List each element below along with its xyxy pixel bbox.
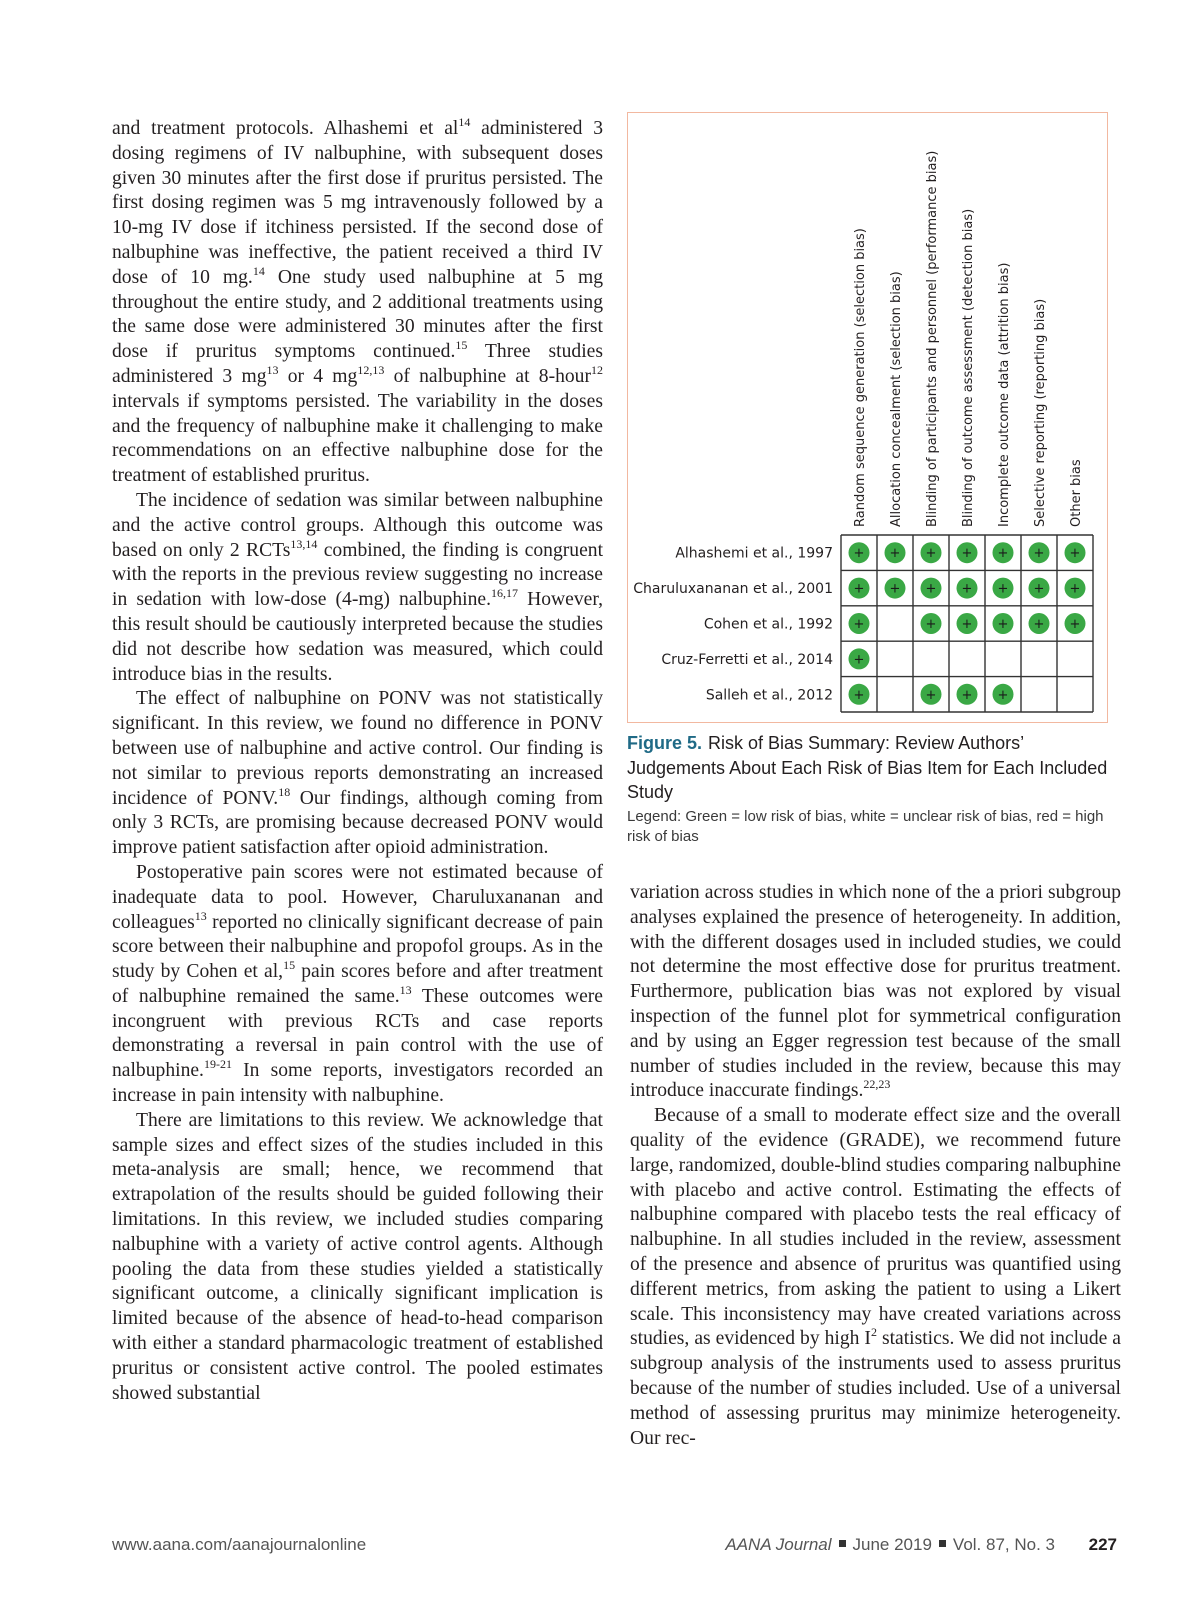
text-run: Our findings, although coming from only 3 RCTs, are promising because decreased PONV would improve patient satisfaction after opioid administration.: [112, 787, 604, 859]
study-label: Cruz-Ferretti et al., 2014: [661, 651, 833, 668]
plus-icon: +: [997, 581, 1009, 597]
figure-caption: [627, 731, 1117, 848]
left-text-column: [112, 117, 603, 1406]
citation-superscript: 12,13: [357, 362, 385, 377]
paragraph: [112, 861, 603, 1109]
citation-superscript: 14: [458, 115, 471, 129]
citation-superscript: 2: [870, 1325, 877, 1340]
text-run: The incidence of sedation was similar between nalbuphine and the active control groups. Although this outcome was based on only 2 RCTs: [112, 489, 603, 561]
text-run: administered 3 dosing regimens of IV nalbuphine, with subsequent doses given 30 minutes after the first dose if pruritus persisted. The first dosing regimen was 5 mg intravenously followed by a 10-mg IV dose if itchiness persisted. If the second dose of nalbuphine was ineffective, the patient received a third IV dose of 10 mg.: [112, 118, 604, 288]
text-run: combined, the finding is congruent with the reports in the previous review suggesting no increase in sedation with low-dose (4-mg) nalbuphine.: [112, 539, 604, 611]
plus-icon: +: [1069, 617, 1081, 632]
text-run: One study used nalbuphine at 5 mg throughout the entire study, and 2 additional treatments using the same dose were administered 30 minutes after the first dose if pruritus symptoms continued.: [112, 266, 603, 363]
journal-url[interactable]: www.aana.com/aanajournalonline: [112, 1535, 367, 1554]
text-run: or 4 mg: [278, 365, 358, 387]
plus-icon: +: [853, 652, 865, 668]
text-run: The effect of nalbuphine on PONV was not statistically significant. In this review, we found no difference in PONV between use of nalbuphine and active control. Our finding is not similar to previous reports demonstrating an increased incidence of PONV.: [112, 688, 603, 809]
citation-superscript: 16,17: [490, 586, 518, 601]
issue-date: June 2019: [852, 1535, 932, 1554]
citation-superscript: 18: [278, 784, 291, 799]
text-run: However, this result should be cautiously interpreted because the studies did not describe how sedation was measured, which could introduce bias in the results.: [112, 589, 603, 685]
paragraph: [112, 687, 603, 861]
citation-superscript: 13: [266, 362, 279, 377]
plus-icon: +: [1069, 546, 1081, 562]
text-run: reported no clinically significant decrease of pain score between their nalbuphine and propofol groups. As in the study by Cohen et al,: [112, 911, 603, 983]
page-number: 227: [1088, 1535, 1117, 1554]
column-header: Blinding of participants and personnel (performance bias): [925, 150, 940, 527]
plus-icon: +: [853, 687, 865, 703]
figure-legend: Legend: Green = low risk of bias, white = unclear risk of bias, red = high risk of bias: [627, 807, 1104, 845]
study-label: Alhashemi et al., 1997: [675, 545, 833, 562]
study-label: Cohen et al., 1992: [703, 616, 833, 633]
text-run: Postoperative pain scores were not estimated because of inadequate data to pool. However, Charuluxananan and colleagues: [112, 861, 603, 933]
plus-icon: +: [961, 546, 973, 562]
citation-superscript: 19-21: [203, 1057, 232, 1072]
text-run: and treatment protocols. Alhashemi et al: [112, 118, 459, 139]
plus-icon: +: [925, 581, 937, 597]
paragraph: [112, 489, 603, 687]
figure-label: Figure 5.: [627, 733, 703, 753]
risk-of-bias-grid: [628, 113, 1109, 724]
plus-icon: +: [889, 581, 901, 597]
citation-superscript: 13: [194, 908, 207, 923]
citation-superscript: 14: [252, 263, 265, 278]
plus-icon: +: [925, 687, 937, 703]
text-run: These outcomes were incongruent with previous RCTs and case reports demonstrating a reversal in pain control with the use of nalbuphine.: [112, 985, 603, 1082]
plus-icon: +: [997, 546, 1009, 562]
citation-superscript: 15: [455, 338, 468, 353]
plus-icon: +: [925, 617, 937, 632]
volume-issue: Vol. 87, No. 3: [952, 1535, 1055, 1554]
text-run: variation across studies in which none of the a priori subgroup analyses explained the presence of heterogeneity. In addition, with the different dosages used in included studies, we could not determine the most effective dose for pruritus treatment. Furthermore, publication bias was not explored by visual inspection of the funnel plot for symmetrical configuration and by using an Egger regression test because of the small number of studies included in the review, because this may introduce inaccurate findings.: [630, 882, 1121, 1102]
plus-icon: +: [853, 617, 865, 632]
plus-icon: +: [961, 581, 973, 597]
journal-citation: [725, 1535, 1055, 1555]
plus-icon: +: [1033, 546, 1045, 562]
plus-icon: +: [925, 546, 937, 562]
figure-title-text: Risk of Bias Summary: Review Authors’ Judgements About Each Risk of Bias Item for Each Included Study: [627, 733, 1108, 802]
column-header: Incomplete outcome data (attrition bias): [997, 262, 1012, 527]
plus-icon: +: [853, 546, 865, 562]
citation-superscript: 13,14: [290, 536, 318, 551]
citation-superscript: 13: [399, 982, 412, 997]
column-header: Allocation concealment (selection bias): [889, 271, 904, 527]
journal-name: AANA Journal: [725, 1535, 832, 1554]
paragraph: [112, 117, 603, 489]
text-run: In some reports, investigators recorded an increase in pain intensity with nalbuphine.: [112, 1060, 603, 1107]
plus-icon: +: [853, 581, 865, 597]
citation-superscript: 12: [591, 362, 604, 377]
text-run: There are limitations to this review. We acknowledge that sample sizes and effect sizes of the studies included in this meta-analysis are small; hence, we recommend that extrapolation of the results should be guided following their limitations. In this review, we included studies comparing nalbuphine with a variety of active control agents. Although pooling the data from these studies yielded a statistically significant outcome, a clinically significant implication is limited because of the absence of head-to-head comparison with either a standard pharmacologic treatment of established pruritus or consistent active control. The pooled estimates showed substantial: [112, 1109, 603, 1404]
risk-of-bias-figure: [627, 112, 1108, 723]
study-label: Charuluxananan et al., 2001: [633, 581, 833, 598]
column-header: Selective reporting (reporting bias): [1033, 298, 1048, 527]
plus-icon: +: [961, 617, 973, 632]
citation-superscript: 22,23: [863, 1077, 891, 1092]
paragraph: [630, 1104, 1121, 1451]
text-run: Because of a small to moderate effect size and the overall quality of the evidence (GRADE), we recommend future large, randomized, double-blind studies comparing nalbuphine with placebo and active control. Estimating the effects of nalbuphine compared with placebo tests the real efficacy of nalbuphine. In all studies included in the review, assessment of the presence and absence of pruritus was quantified using different metrics, from asking the patient to using a Likert scale. This inconsistency may have created variations across studies, as evidenced by high I: [630, 1105, 1121, 1350]
page-footer: [112, 1535, 1117, 1561]
text-run: Three studies administered 3 mg: [112, 341, 603, 387]
text-run: of nalbuphine at 8-hour: [384, 365, 592, 387]
column-header: Blinding of outcome assessment (detection bias): [961, 208, 976, 527]
plus-icon: +: [961, 687, 973, 703]
column-header: Random sequence generation (selection bias): [853, 228, 868, 527]
paragraph: [630, 881, 1121, 1104]
plus-icon: +: [1033, 581, 1045, 597]
figure-title: [627, 731, 1117, 805]
plus-icon: +: [889, 546, 901, 562]
separator-square-icon: [939, 1540, 946, 1547]
plus-icon: +: [1069, 581, 1081, 597]
plus-icon: +: [997, 617, 1009, 632]
column-header: Other bias: [1069, 459, 1084, 527]
text-run: statistics. We did not include a subgroup analysis of the instruments used to assess pruritus because of the number of studies included. Use of a universal method of assessing pruritus may minimize heterogeneity. Our rec-: [630, 1328, 1121, 1449]
paragraph: [112, 1109, 603, 1407]
citation-superscript: 15: [283, 958, 296, 973]
plus-icon: +: [997, 687, 1009, 703]
plus-icon: +: [1033, 617, 1045, 632]
study-label: Salleh et al., 2012: [705, 687, 833, 704]
text-run: pain scores before and after treatment of nalbuphine remained the same.: [112, 961, 603, 1007]
text-run: intervals if symptoms persisted. The variability in the doses and the frequency of nalbuphine make it challenging to make recommendations on an effective nalbuphine dose for the treatment of established pruritus.: [112, 390, 603, 487]
separator-square-icon: [839, 1540, 846, 1547]
right-text-column: [630, 881, 1121, 1451]
